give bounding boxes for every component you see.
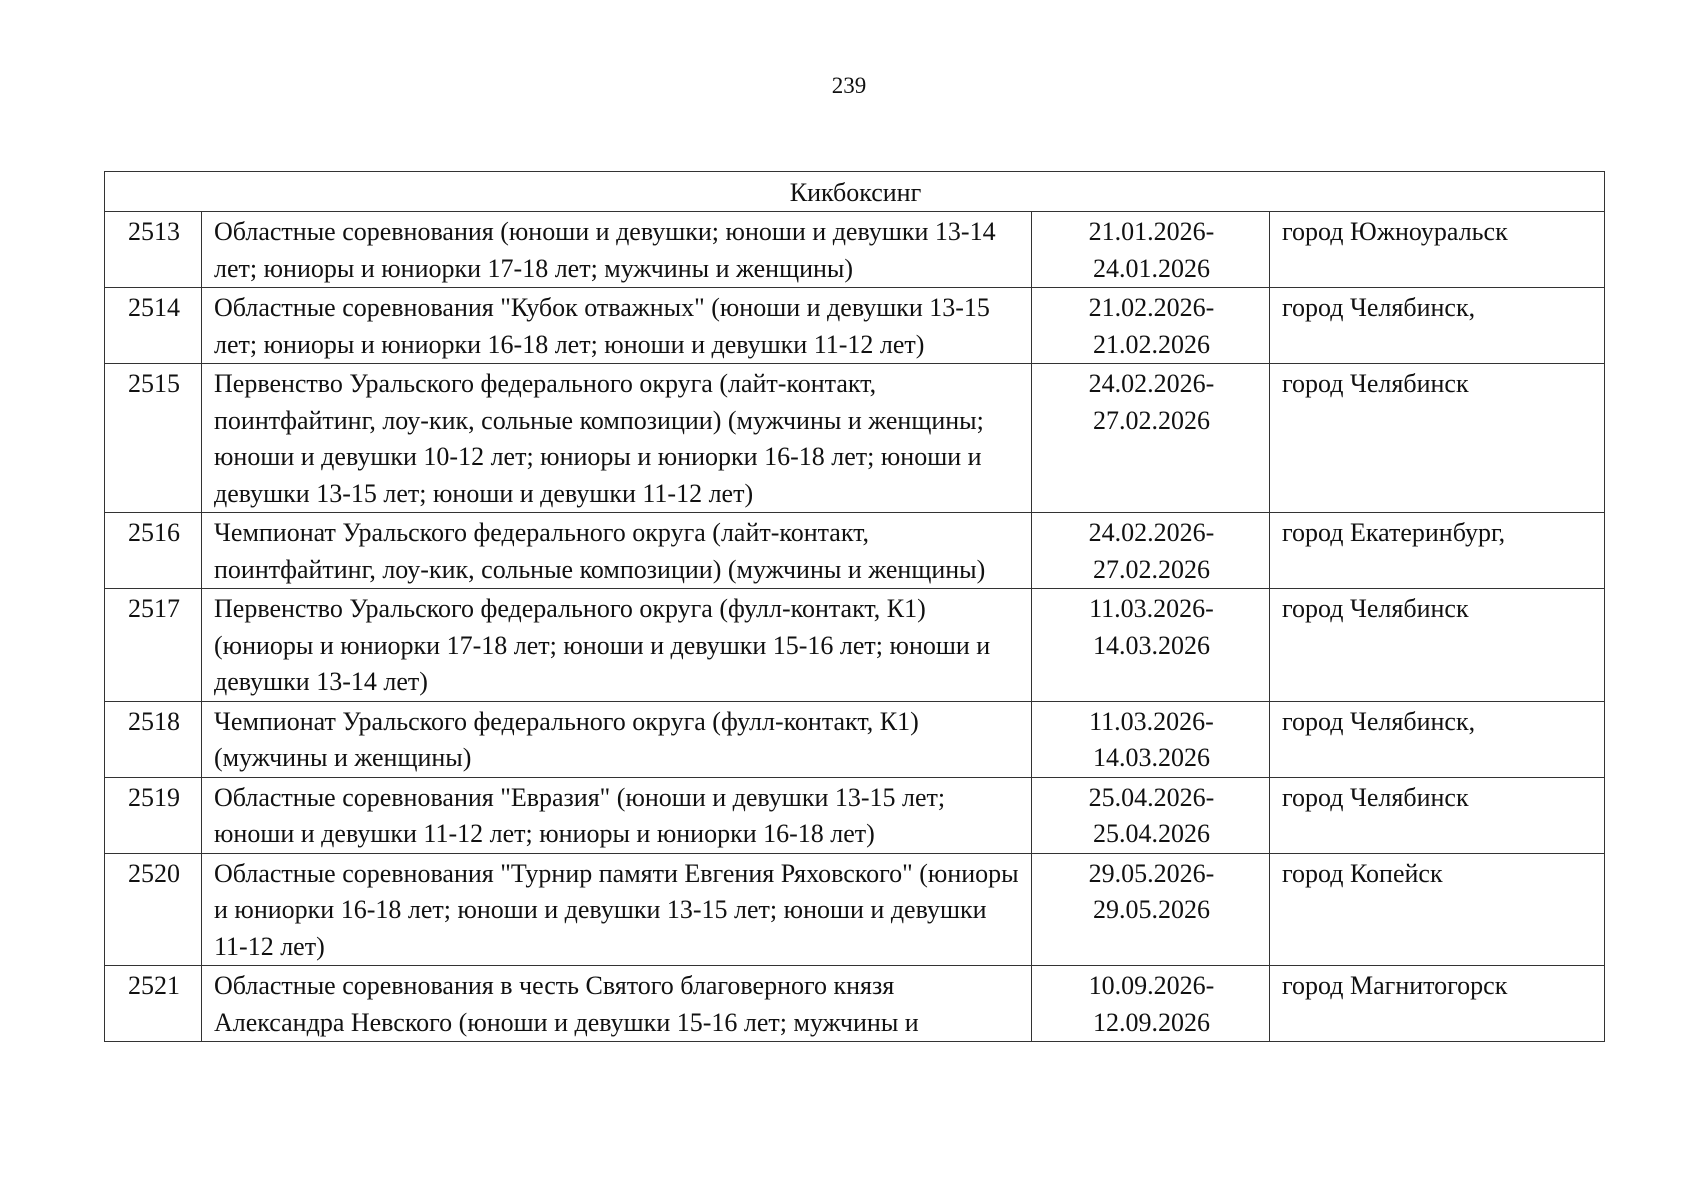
event-name: Областные соревнования (юноши и девушки; юноши и девушки 13-14 лет; юниоры и юниорки 17-18 лет; мужчины и женщины) [202, 212, 1032, 288]
date-end: 29.05.2026 [1093, 895, 1210, 924]
event-dates [1032, 513, 1270, 589]
table-row [105, 777, 1605, 853]
date-start: 24.02.2026- [1088, 518, 1215, 547]
event-place: город Челябинск [1270, 364, 1605, 513]
section-header-row [105, 172, 1605, 212]
page-number: 239 [831, 73, 867, 98]
date-start: 10.09.2026- [1088, 971, 1215, 1000]
event-dates [1032, 853, 1270, 966]
event-number: 2516 [105, 513, 202, 589]
date-end: 25.04.2026 [1093, 819, 1210, 848]
event-place: город Копейск [1270, 853, 1605, 966]
table-row [105, 701, 1605, 777]
event-dates [1032, 777, 1270, 853]
date-start: 21.01.2026- [1088, 217, 1215, 246]
event-place: город Магнитогорск [1270, 966, 1605, 1042]
event-place: город Екатеринбург, [1270, 513, 1605, 589]
date-start: 24.02.2026- [1088, 369, 1215, 398]
table-row [105, 513, 1605, 589]
event-name: Чемпионат Уральского федерального округа (фулл-контакт, К1) (мужчины и женщины) [202, 701, 1032, 777]
table-row [105, 212, 1605, 288]
event-dates [1032, 589, 1270, 702]
date-end: 21.02.2026 [1093, 329, 1210, 359]
date-start: 11.03.2026- [1089, 706, 1214, 736]
event-place: город Челябинск, [1270, 701, 1605, 777]
date-start: 25.04.2026- [1088, 782, 1215, 812]
date-end: 27.02.2026 [1093, 554, 1210, 584]
event-dates [1032, 701, 1270, 777]
event-name: Областные соревнования "Турнир памяти Евгения Ряховского" (юниоры и юниорки 16-18 лет; юноши и девушки 13-15 лет; юноши и девушки 11-12 лет) [202, 853, 1032, 966]
event-number: 2520 [105, 853, 202, 966]
date-end: 27.02.2026 [1093, 405, 1210, 435]
date-start: 21.02.2026- [1088, 293, 1215, 322]
section-title: Кикбоксинг [105, 172, 1605, 212]
event-dates [1032, 288, 1270, 364]
event-number: 2517 [105, 589, 202, 702]
event-place: город Челябинск [1270, 777, 1605, 853]
table-row [105, 966, 1605, 1042]
event-dates [1032, 966, 1270, 1042]
date-end: 12.09.2026 [1093, 1007, 1210, 1037]
date-end: 14.03.2026 [1093, 743, 1210, 772]
event-number: 2521 [105, 966, 202, 1042]
event-number: 2518 [105, 701, 202, 777]
event-name: Областные соревнования "Кубок отважных" (юноши и девушки 13-15 лет; юниоры и юниорки 16-18 лет; юноши и девушки 11-12 лет) [202, 288, 1032, 364]
event-name: Областные соревнования в честь Святого благоверного князя Александра Невского (юноши и девушки 15-16 лет; мужчины и [202, 966, 1032, 1042]
event-number: 2513 [105, 212, 202, 288]
date-start: 29.05.2026- [1088, 858, 1215, 888]
table-row [105, 364, 1605, 513]
event-place: город Челябинск [1270, 589, 1605, 702]
event-number: 2515 [105, 364, 202, 513]
table-row [105, 589, 1605, 702]
event-place: город Южноуральск [1270, 212, 1605, 288]
event-name: Чемпионат Уральского федерального округа (лайт-контакт, поинтфайтинг, лоу-кик, сольные композиции) (мужчины и женщины) [202, 513, 1032, 589]
competition-table [104, 171, 1605, 1042]
event-dates [1032, 364, 1270, 513]
table-row [105, 853, 1605, 966]
date-end: 14.03.2026 [1093, 630, 1210, 660]
table-row [105, 288, 1605, 364]
event-dates [1032, 212, 1270, 288]
date-start: 11.03.2026- [1089, 594, 1214, 623]
date-end: 24.01.2026 [1093, 253, 1210, 283]
event-number: 2519 [105, 777, 202, 853]
event-name: Первенство Уральского федерального округа (лайт-контакт, поинтфайтинг, лоу-кик, сольные композиции) (мужчины и женщины; юноши и девушки 10-12 лет; юниоры и юниорки 16-18 лет; юноши и девушки 13-15 лет; юноши и девушки 11-12 лет) [202, 364, 1032, 513]
event-name: Областные соревнования "Евразия" (юноши и девушки 13-15 лет; юноши и девушки 11-12 лет; юниоры и юниорки 16-18 лет) [202, 777, 1032, 853]
event-name: Первенство Уральского федерального округа (фулл-контакт, К1) (юниоры и юниорки 17-18 лет; юноши и девушки 15-16 лет; юноши и девушки 13-14 лет) [202, 589, 1032, 702]
event-number: 2514 [105, 288, 202, 364]
event-place: город Челябинск, [1270, 288, 1605, 364]
